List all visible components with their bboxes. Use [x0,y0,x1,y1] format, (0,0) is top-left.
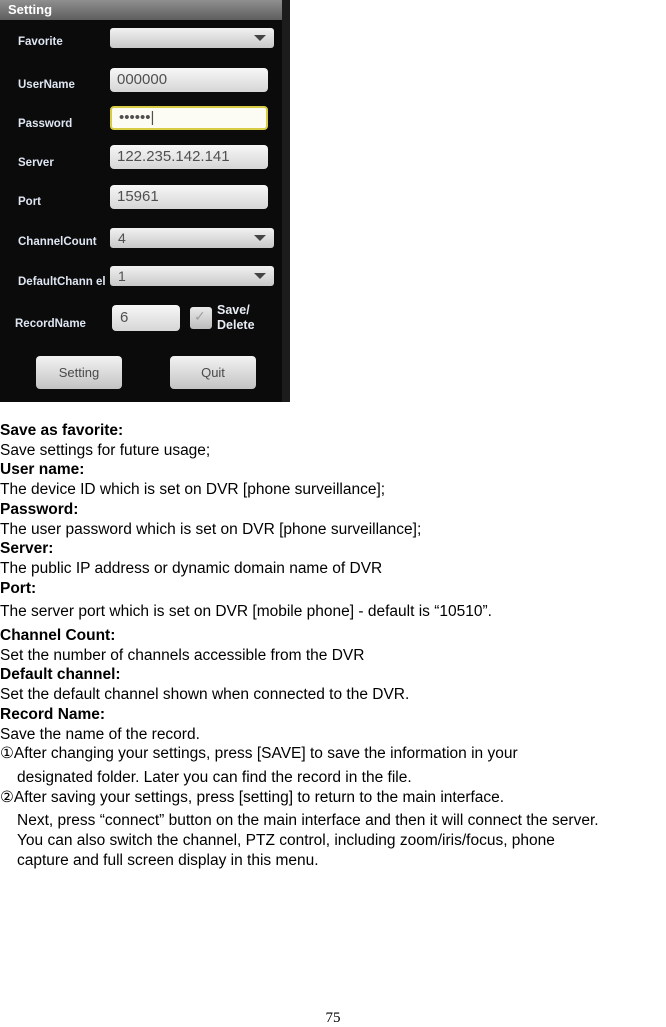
defaultchannel-label: DefaultChann el [18,276,106,288]
save-delete-checkbox[interactable] [190,307,212,329]
favorite-heading: Save as favorite: [0,422,124,439]
check-icon: ✓ [194,308,206,324]
defaultchannel-select[interactable] [110,266,274,286]
defaultchannel-heading: Default channel: [0,666,121,684]
favorite-description: Save settings for future usage; [0,441,211,459]
server-description: The public IP address or dynamic domain name of DVR [0,559,383,577]
password-heading: Password: [0,500,79,518]
password-description: The user password which is set on DVR [phone surveillance]; [0,520,422,538]
favorite-select[interactable] [110,28,274,48]
note-2-line-2: Next, press “connect” button on the main interface and then it will connect the server. [17,812,599,830]
server-heading: Server: [0,540,54,558]
note-2-line-1: ②After saving your settings, press [setting] to return to the main interface. [0,788,505,806]
note-2-line-4: capture and full screen display in this menu. [17,851,319,869]
chevron-down-icon [254,273,266,279]
settings-title-bar: Setting [0,0,282,20]
recordname-field[interactable]: 6 [112,305,180,331]
channelcount-label: ChannelCount [18,236,97,248]
save-delete-label: Save/ Delete [217,303,255,332]
password-field[interactable]: ••••••| [110,106,268,130]
recordname-description: Save the name of the record. [0,725,200,743]
note-1-line-1: ①After changing your settings, press [SAVE] to save the information in your [0,745,518,763]
chevron-down-icon [254,235,266,241]
server-label: Server [18,157,54,169]
note-2-line-3: You can also switch the channel, PTZ control, including zoom/iris/focus, phone [17,832,555,850]
phone-screenshot [0,0,290,402]
port-heading: Port: [0,579,37,597]
setting-button[interactable]: Setting [36,356,122,389]
manual-text [0,421,666,870]
port-description: The server port which is set on DVR [mobile phone] - default is “10510”. [0,603,492,621]
port-field[interactable]: 15961 [110,185,268,209]
screen-edge [282,0,290,402]
defaultchannel-description: Set the default channel shown when connected to the DVR. [0,686,410,704]
username-description: The device ID which is set on DVR [phone surveillance]; [0,481,386,499]
password-label: Password [18,118,73,130]
note-1-line-2: designated folder. Later you can find the record in the file. [17,768,412,786]
recordname-label: RecordName [15,318,86,330]
server-field[interactable]: 122.235.142.141 [110,145,268,169]
chevron-down-icon [254,35,266,41]
username-heading: User name: [0,461,85,479]
channelcount-heading: Channel Count: [0,627,116,645]
recordname-heading: Record Name: [0,705,106,723]
port-label: Port [18,196,41,208]
username-label: UserName [18,79,75,91]
username-field[interactable]: 000000 [110,68,268,92]
channelcount-select[interactable] [110,228,274,248]
favorite-label: Favorite [18,36,63,48]
defaultchannel-value: 1 [118,268,126,284]
quit-button[interactable]: Quit [170,356,256,389]
channelcount-value: 4 [118,230,126,246]
channelcount-description: Set the number of channels accessible from the DVR [0,646,365,664]
page-number: 75 [325,1010,341,1026]
